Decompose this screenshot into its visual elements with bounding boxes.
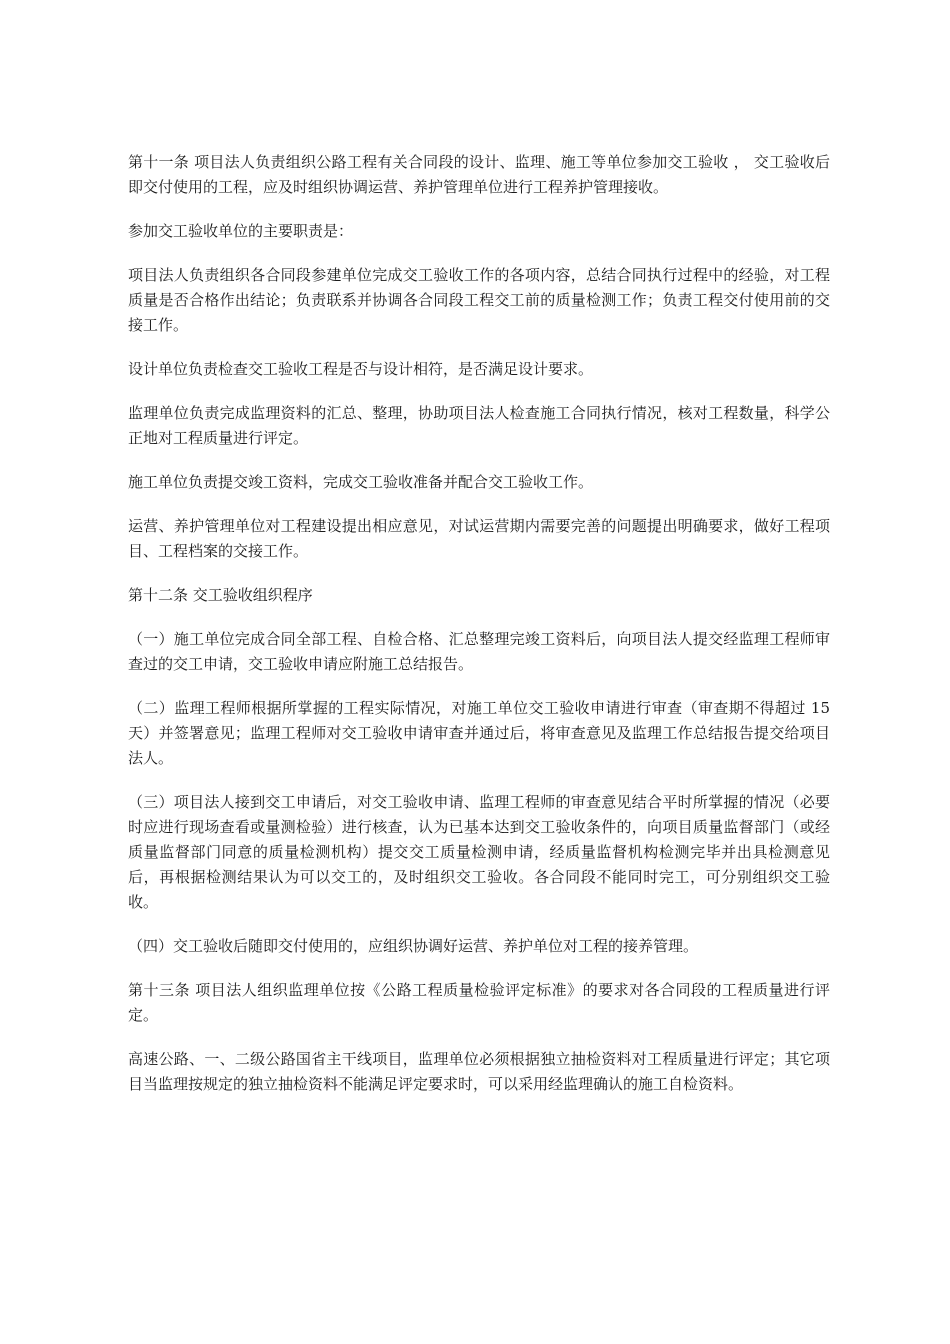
document-body [128,150,830,1116]
project-owner-duties-paragraph: 项目法人负责组织各合同段参建单位完成交工验收工作的各项内容，总结合同执行过程中的经验，对工程质量是否合格作出结论；负责联系并协调各合同段工程交工前的质量检测工作；负责工程交付使用前的交接工作。 [128,266,830,334]
procedure-step-3-paragraph: （三）项目法人接到交工申请后，对交工验收申请、监理工程师的审查意见结合平时所掌握的情况（必要时应进行现场查看或量测检验）进行核查，认为已基本达到交工验收条件的，向项目质量监督部门（或经质量监督部门同意的质量检测机构）提交交工质量检测申请，经质量监督机构检测完毕并出具检测意见后，再根据检测结果认为可以交工的，及时组织交工验收。各合同段不能同时完工，可分别组织交工验收。 [128,793,830,911]
article-12-heading: 第十二条 交工验收组织程序 [128,586,313,604]
supervision-unit-duties-paragraph: 监理单位负责完成监理资料的汇总、整理，协助项目法人检查施工合同执行情况，核对工程数量，科学公正地对工程质量进行评定。 [128,404,830,447]
design-unit-duties-paragraph: 设计单位负责检查交工验收工程是否与设计相符，是否满足设计要求。 [128,360,594,378]
highway-evaluation-paragraph: 高速公路、一、二级公路国省主干线项目，监理单位必须根据独立抽检资料对工程质量进行评定；其它项目当监理按规定的独立抽检资料不能满足评定要求时，可以采用经监理确认的施工自检资料。 [128,1050,830,1093]
article-11-paragraph: 第十一条 项目法人负责组织公路工程有关合同段的设计、监理、施工等单位参加交工验收 ， 交工验收后即交付使用的工程，应及时组织协调运营、养护管理单位进行工程养护管理接收。 [128,153,830,196]
procedure-step-2-paragraph: （二）监理工程师根据所掌握的工程实际情况，对施工单位交工验收申请进行审查（审查期不得超过 15 天）并签署意见；监理工程师对交工验收申请审查并通过后，将审查意见及监理工作总结报告提交给项目法人。 [128,699,830,767]
duties-intro-paragraph: 参加交工验收单位的主要职责是： [128,222,354,240]
article-13-paragraph: 第十三条 项目法人组织监理单位按《公路工程质量检验评定标准》的要求对各合同段的工程质量进行评定。 [128,981,830,1024]
procedure-step-1-paragraph: （一）施工单位完成合同全部工程、自检合格、汇总整理完竣工资料后，向项目法人提交经监理工程师审查过的交工申请，交工验收申请应附施工总结报告。 [128,630,830,673]
construction-unit-duties-paragraph: 施工单位负责提交竣工资料，完成交工验收准备并配合交工验收工作。 [128,473,594,491]
procedure-step-4-paragraph: （四）交工验收后随即交付使用的，应组织协调好运营、养护单位对工程的接养管理。 [128,937,699,955]
operation-unit-duties-paragraph: 运营、养护管理单位对工程建设提出相应意见，对试运营期内需要完善的问题提出明确要求，做好工程项目、工程档案的交接工作。 [128,517,830,560]
